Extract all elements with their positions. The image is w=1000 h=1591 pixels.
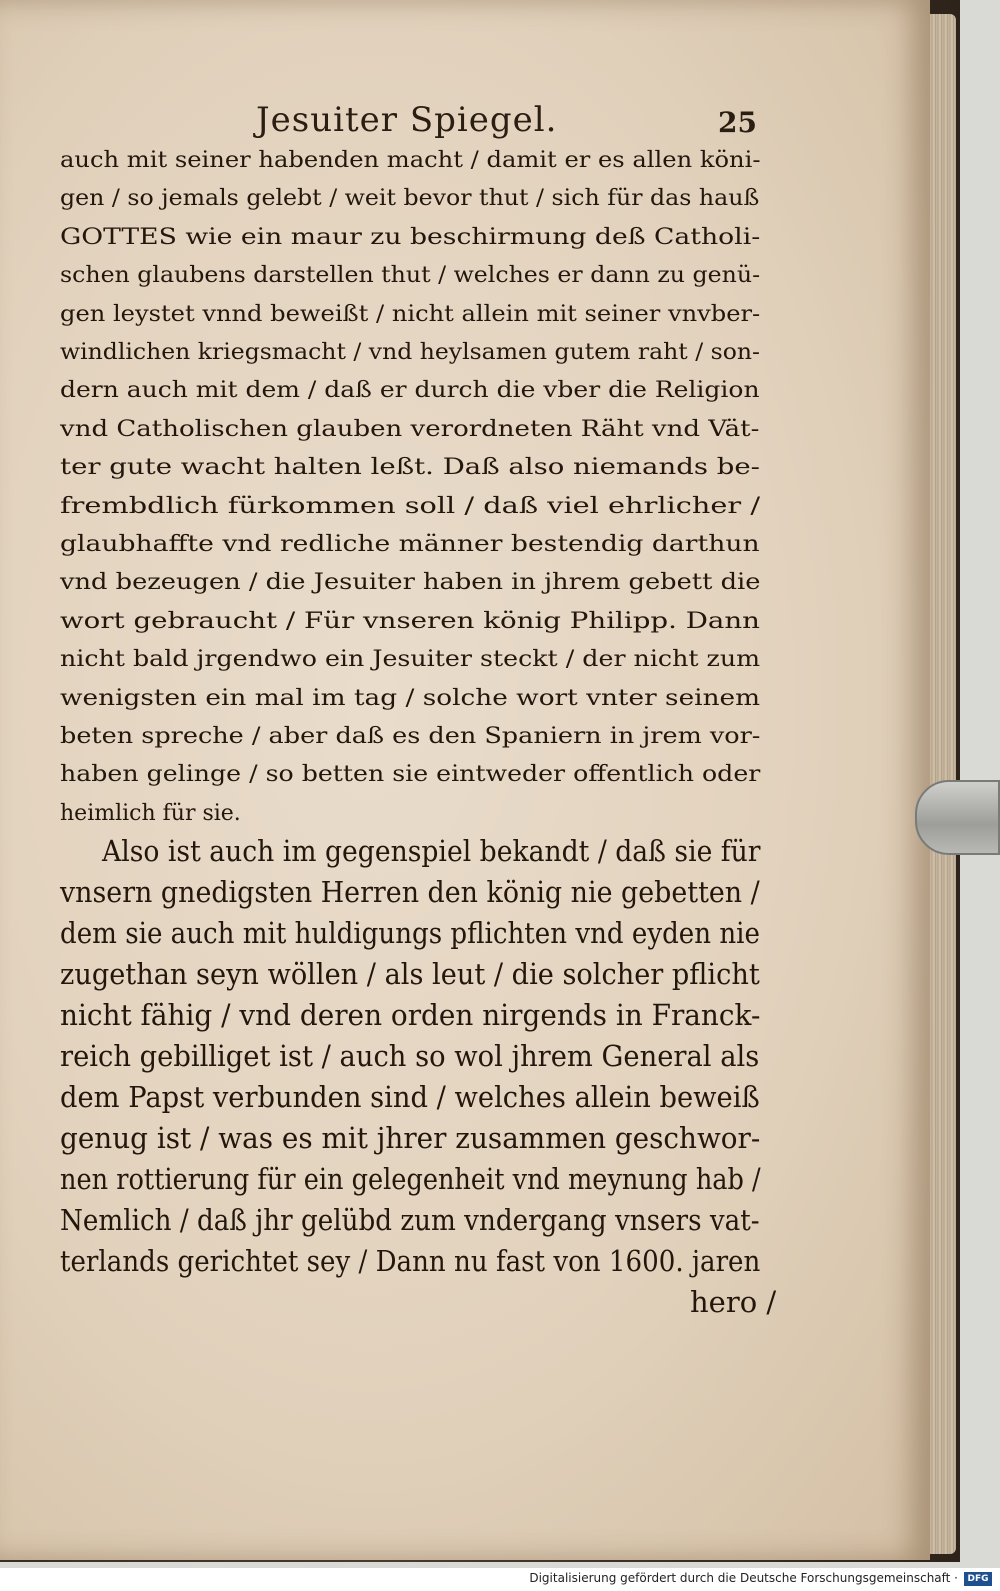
text-line: schen glaubens darstellen thut / welches er dann zu genü- bbox=[60, 263, 761, 289]
page-clip bbox=[915, 780, 1000, 855]
text-line: nicht fähig / vnd deren orden nirgends in Franck- bbox=[60, 998, 761, 1032]
text-line: vnd Catholischen glauben verordneten Räht vnd Vät- bbox=[60, 416, 760, 442]
text-line: auch mit seiner habenden macht / damit er es allen köni- bbox=[60, 148, 761, 173]
text-line: vnsern gnedigsten Herren den könig nie gebetten / bbox=[60, 875, 760, 909]
text-line: Also ist auch im gegenspiel bekandt / daß sie für bbox=[102, 834, 761, 868]
text-line: nicht bald jrgendwo ein Jesuiter steckt / der nicht zum bbox=[60, 647, 761, 673]
text-line: Nemlich / daß jhr gelübd zum vndergang vnsers vat- bbox=[60, 1203, 760, 1237]
text-line: heimlich für sie. bbox=[60, 800, 241, 826]
text-line: reich gebilliget ist / auch so wol jhrem General als bbox=[60, 1039, 760, 1073]
text-line: dem Papst verbunden sind / welches allein beweiß bbox=[60, 1080, 760, 1114]
text-line: gen leystet vnnd beweißt / nicht allein mit seiner vnvber- bbox=[60, 301, 761, 327]
funding-credit: Digitalisierung gefördert durch die Deutsche Forschungsgemeinschaft · bbox=[529, 1571, 958, 1585]
text-line: haben gelinge / so betten sie eintweder offentlich oder bbox=[60, 762, 761, 788]
text-line: windlichen kriegsmacht / vnd heylsamen gutem raht / son- bbox=[60, 340, 760, 365]
text-line: ter gute wacht halten leßt. Daß also niemands be- bbox=[60, 455, 760, 481]
text-line: genug ist / was es mit jhrer zusammen geschwor- bbox=[60, 1121, 761, 1155]
text-line: wenigsten ein mal im tag / solche wort vnter seinem bbox=[60, 685, 761, 711]
digitization-footer bbox=[0, 1568, 1000, 1591]
text-line: nen rottierung für ein gelegenheit vnd meynung hab / bbox=[60, 1162, 761, 1196]
text-line: hero / bbox=[690, 1285, 777, 1319]
text-line: vnd bezeugen / die Jesuiter haben in jhrem gebett die bbox=[60, 570, 761, 596]
text-line: dem sie auch mit huldigungs pflichten vnd eyden nie bbox=[60, 916, 760, 950]
running-title: Jesuiter Spiegel. bbox=[256, 100, 558, 140]
text-line: gen / so jemals gelebt / weit bevor thut / sich für das hauß bbox=[60, 186, 760, 212]
text-line: zugethan seyn wöllen / als leut / die solcher pflicht bbox=[60, 957, 760, 991]
dfg-logo: DFG bbox=[964, 1572, 992, 1586]
text-line: GOTTES wie ein maur zu beschirmung deß Catholi- bbox=[60, 224, 761, 250]
page-number: 25 bbox=[718, 106, 757, 139]
text-line: dern auch mit dem / daß er durch die vber die Religion bbox=[60, 378, 760, 404]
text-line: beten spreche / aber daß es den Spaniern in jrem vor- bbox=[60, 724, 761, 749]
page-header bbox=[0, 100, 930, 140]
text-line: terlands gerichtet sey / Dann nu fast von 1600. jaren bbox=[60, 1244, 761, 1278]
text-line: frembdlich fürkommen soll / daß viel ehrlicher / bbox=[60, 493, 761, 519]
text-line: glaubhaffte vnd redliche männer bestendig darthun bbox=[60, 532, 760, 557]
text-line: wort gebraucht / Für vnseren könig Philipp. Dann bbox=[60, 608, 760, 634]
